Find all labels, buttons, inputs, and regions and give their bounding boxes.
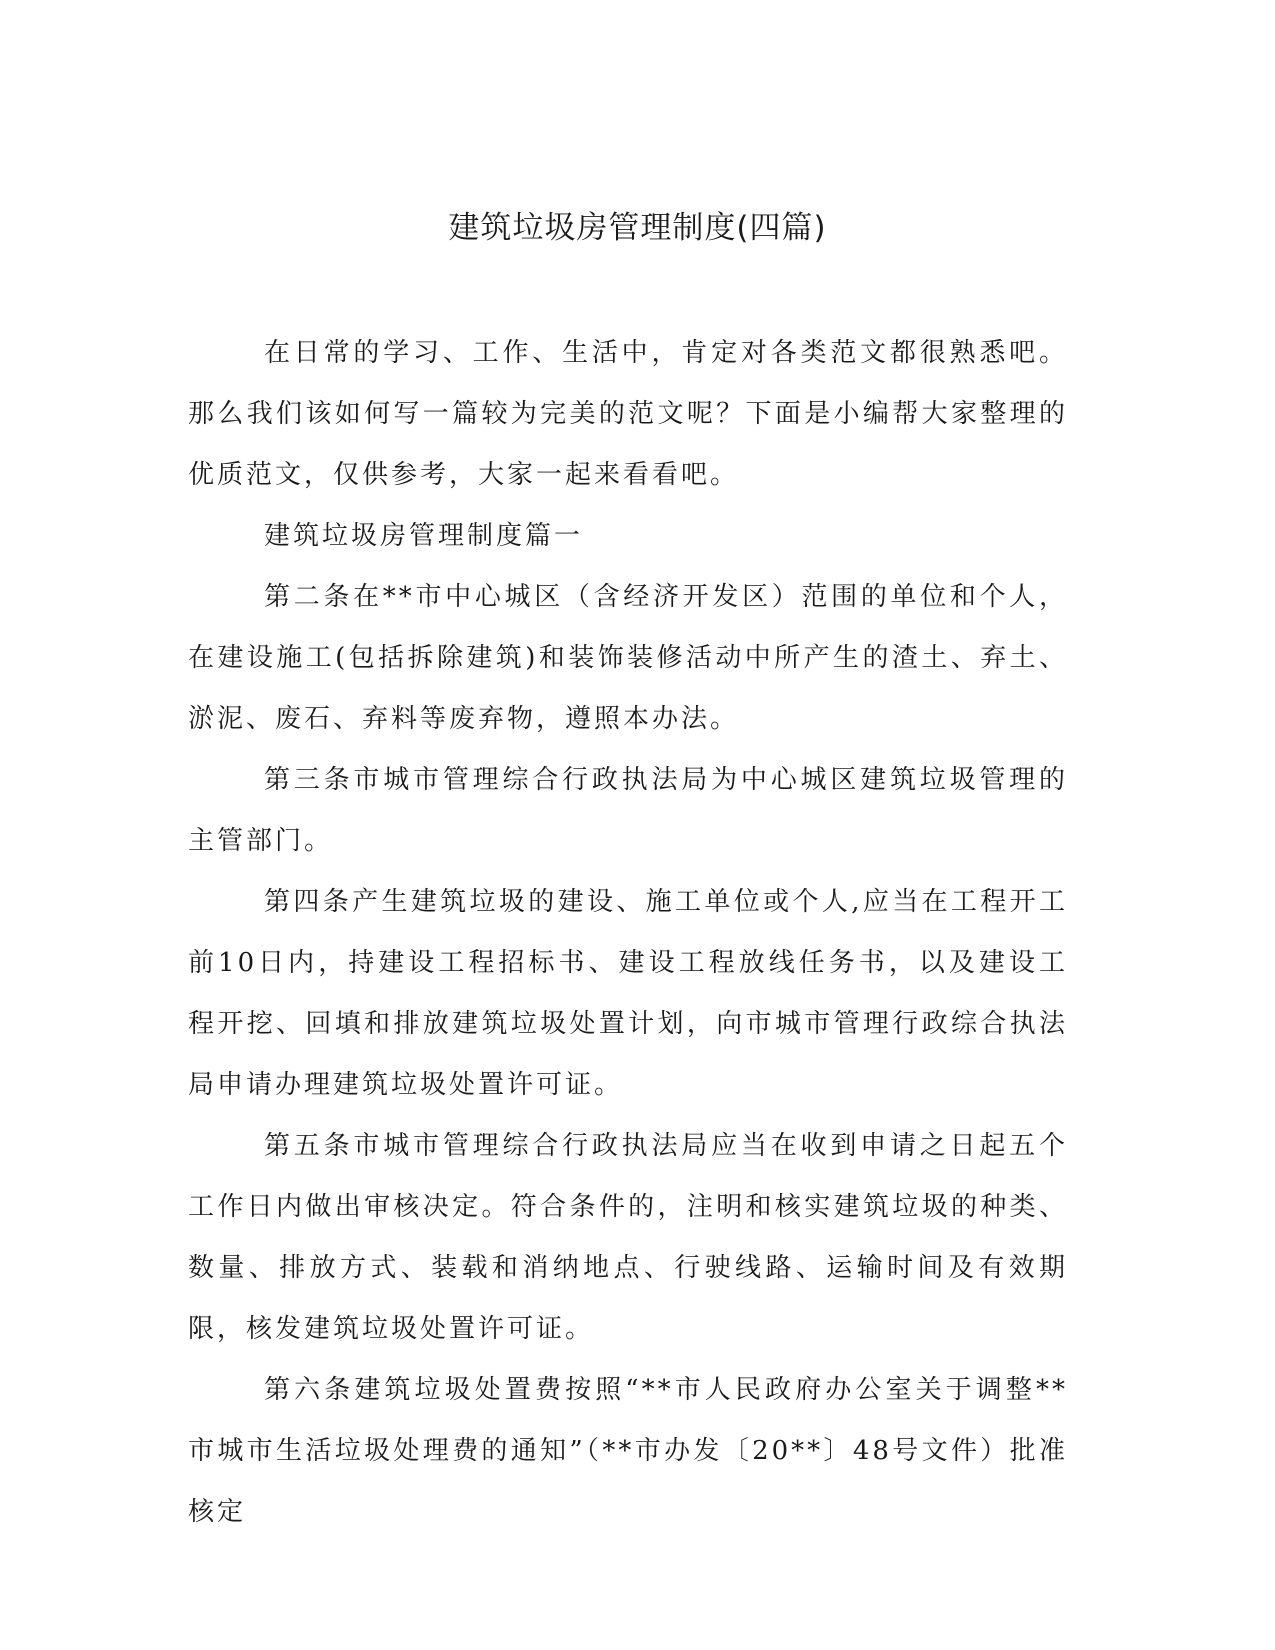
article-3-paragraph: 第三条市城市管理综合行政执法局为中心城区建筑垃圾管理的主管部门。 <box>188 765 1068 856</box>
document-body <box>188 323 1068 1543</box>
intro-paragraph: 在日常的学习、工作、生活中，肯定对各类范文都很熟悉吧。那么我们该如何写一篇较为完美的范文呢？下面是小编帮大家整理的优质范文，仅供参考，大家一起来看看吧。 <box>188 338 1068 490</box>
document-title: 建筑垃圾房管理制度(四篇) <box>448 210 827 246</box>
section-heading: 建筑垃圾房管理制度篇一 <box>264 521 584 551</box>
article-2-paragraph: 第二条在**市中心城区（含经济开发区）范围的单位和个人，在建设施工(包括拆除建筑)和装饰装修活动中所产生的渣土、弃土、淤泥、废石、弃料等废弃物，遵照本办法。 <box>188 582 1068 734</box>
article-6-paragraph: 第六条建筑垃圾处置费按照“**市人民政府办公室关于调整**市城市生活垃圾处理费的通知”（**市办发〔20**〕48号文件）批准核定 <box>188 1375 1068 1527</box>
article-5-paragraph: 第五条市城市管理综合行政执法局应当在收到申请之日起五个工作日内做出审核决定。符合条件的，注明和核实建筑垃圾的种类、数量、排放方式、装载和消纳地点、行驶线路、运输时间及有效期限，核发建筑垃圾处置许可证。 <box>188 1131 1068 1344</box>
article-4-paragraph: 第四条产生建筑垃圾的建设、施工单位或个人,应当在工程开工前10日内，持建设工程招标书、建设工程放线任务书，以及建设工程开挖、回填和排放建筑垃圾处置计划，向市城市管理行政综合执法局申请办理建筑垃圾处置许可证。 <box>188 887 1068 1100</box>
